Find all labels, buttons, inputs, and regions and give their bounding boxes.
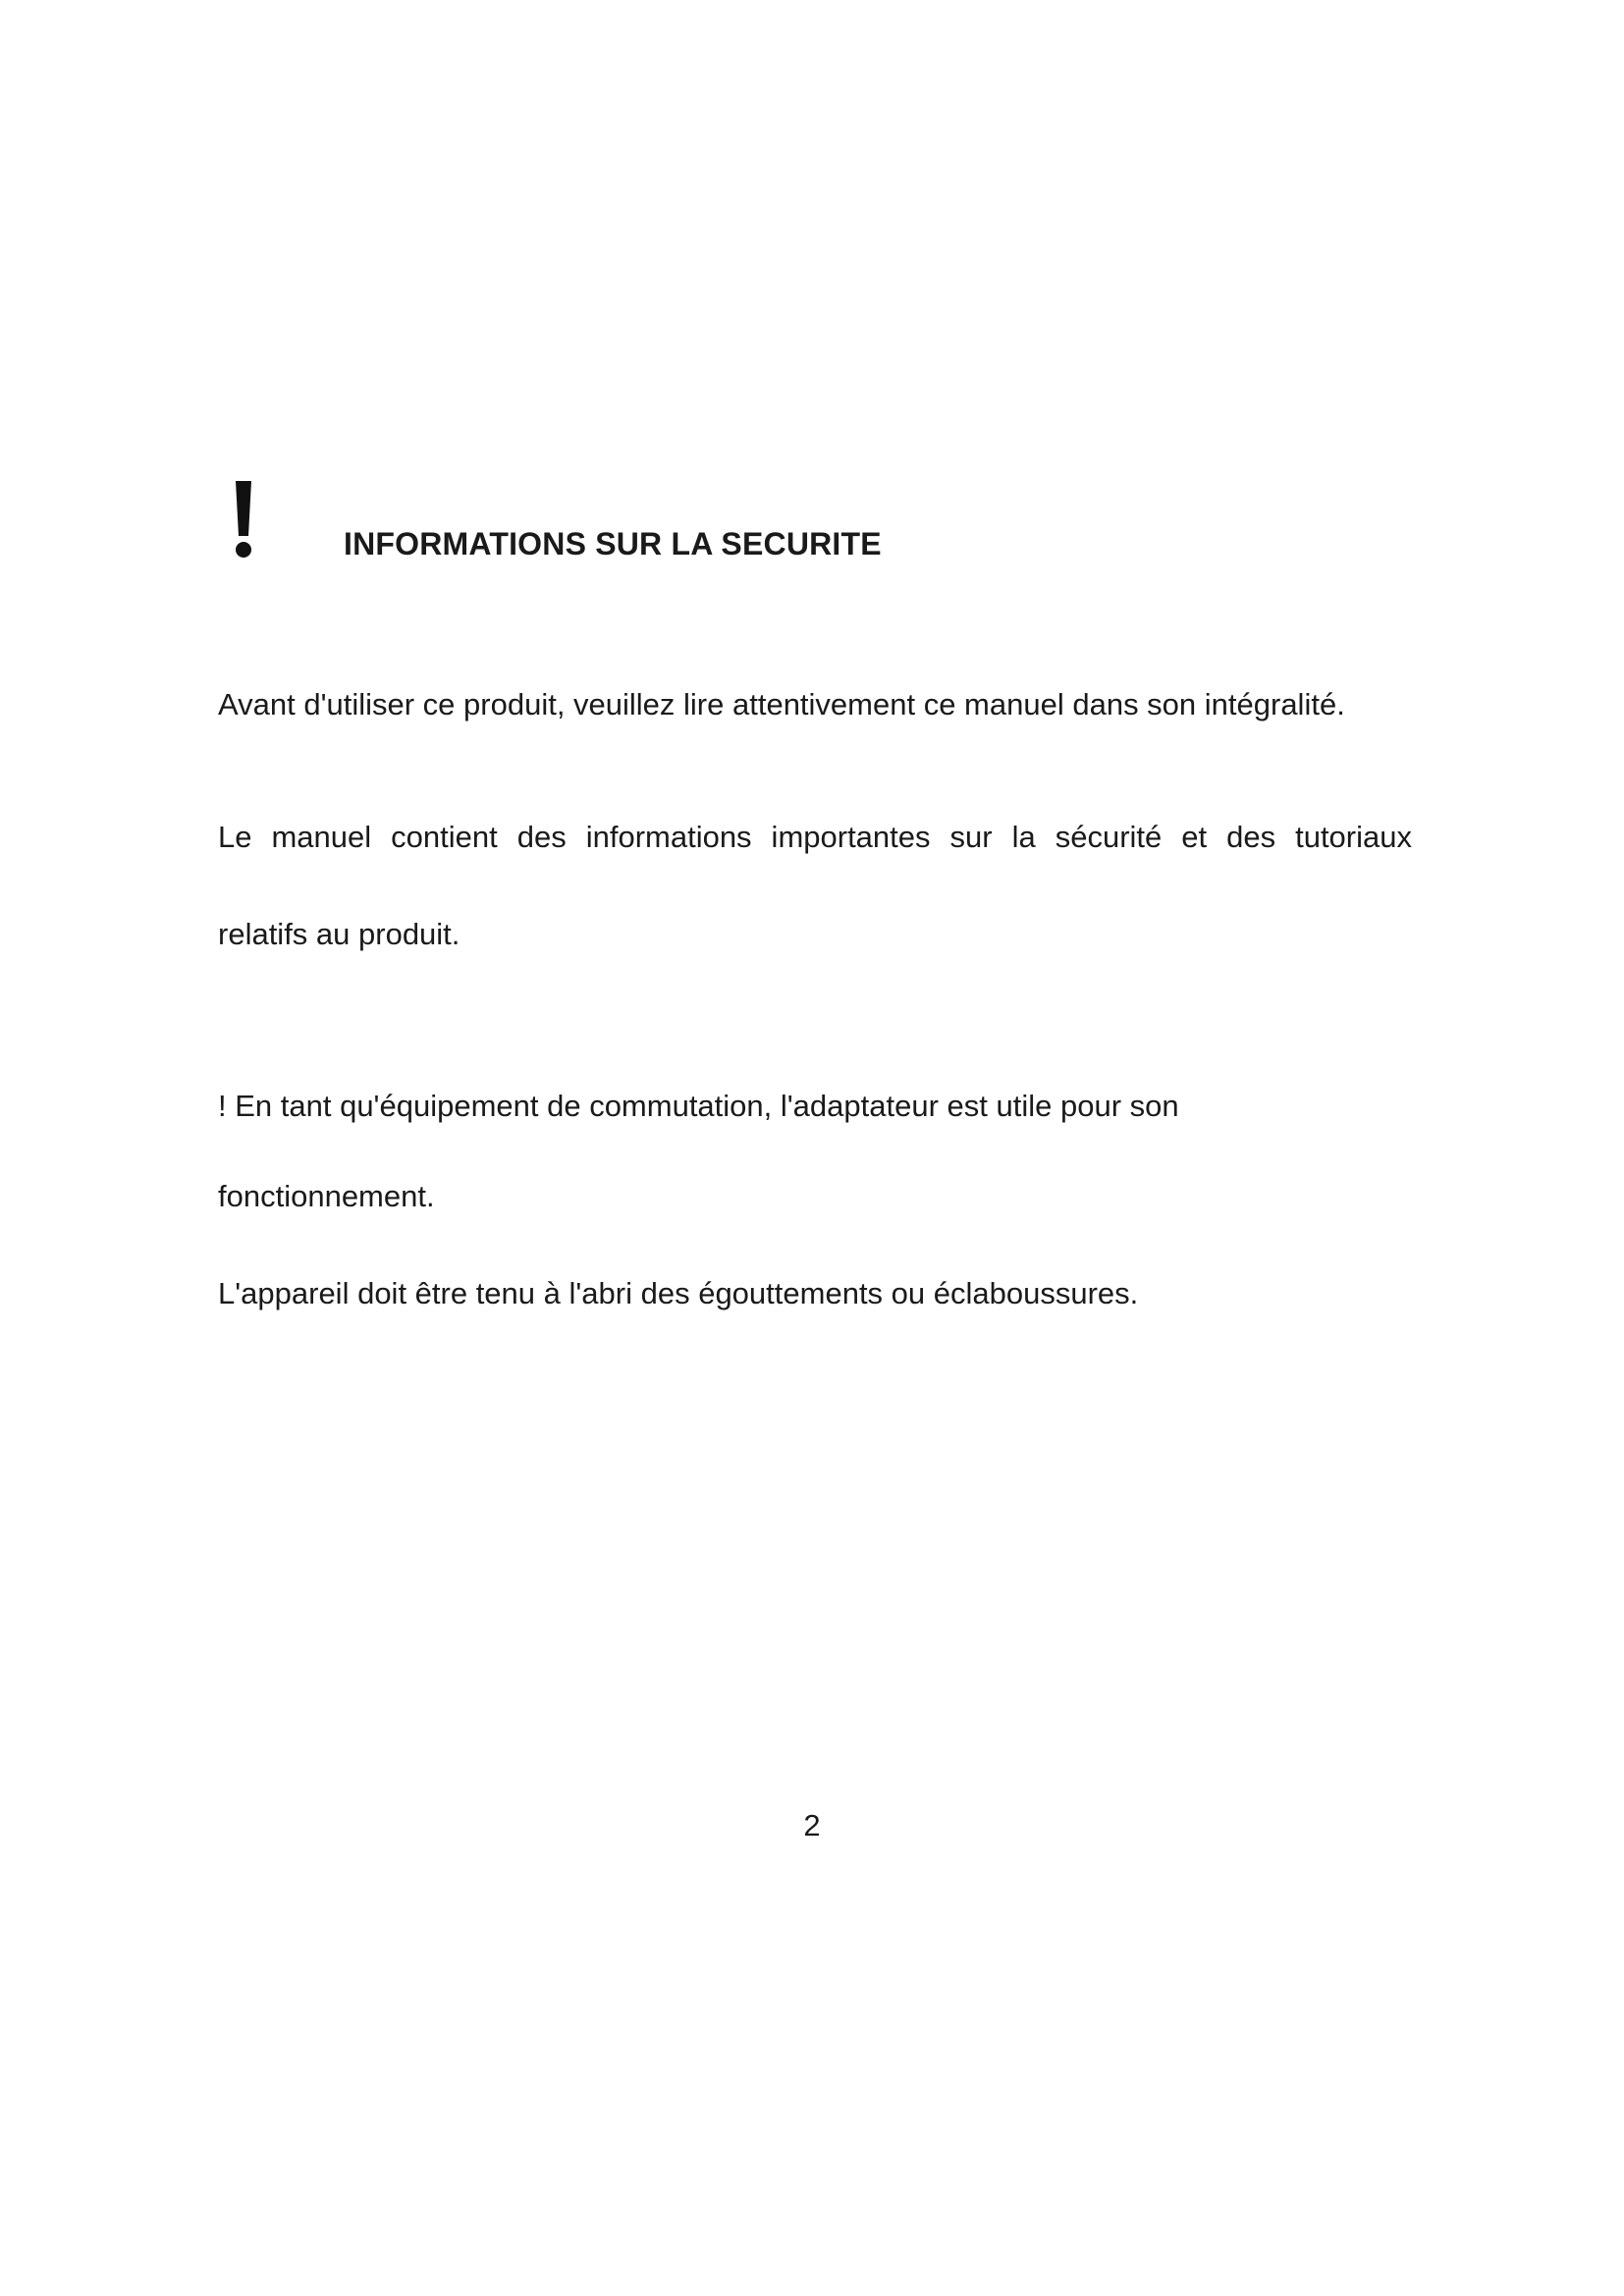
switching-paragraph-line-2: fonctionnement. [218, 1179, 435, 1213]
section-heading: INFORMATIONS SUR LA SECURITE [344, 526, 882, 561]
intro-paragraph: Avant d'utiliser ce produit, veuillez lire attentivement ce manuel dans son intégralité. [218, 687, 1345, 721]
page-number: 2 [803, 1808, 821, 1842]
manual-paragraph-line-2: relatifs au produit. [218, 917, 460, 951]
splash-paragraph: L'appareil doit être tenu à l'abri des égouttements ou éclaboussures. [218, 1276, 1139, 1310]
exclamation-mark-icon [222, 479, 265, 561]
manual-paragraph-line-1: Le manuel contient des informations importantes sur la sécurité et des tutoriaux [218, 820, 1412, 854]
switching-paragraph-line-1: ! En tant qu'équipement de commutation, l'adaptateur est utile pour son [218, 1089, 1179, 1123]
